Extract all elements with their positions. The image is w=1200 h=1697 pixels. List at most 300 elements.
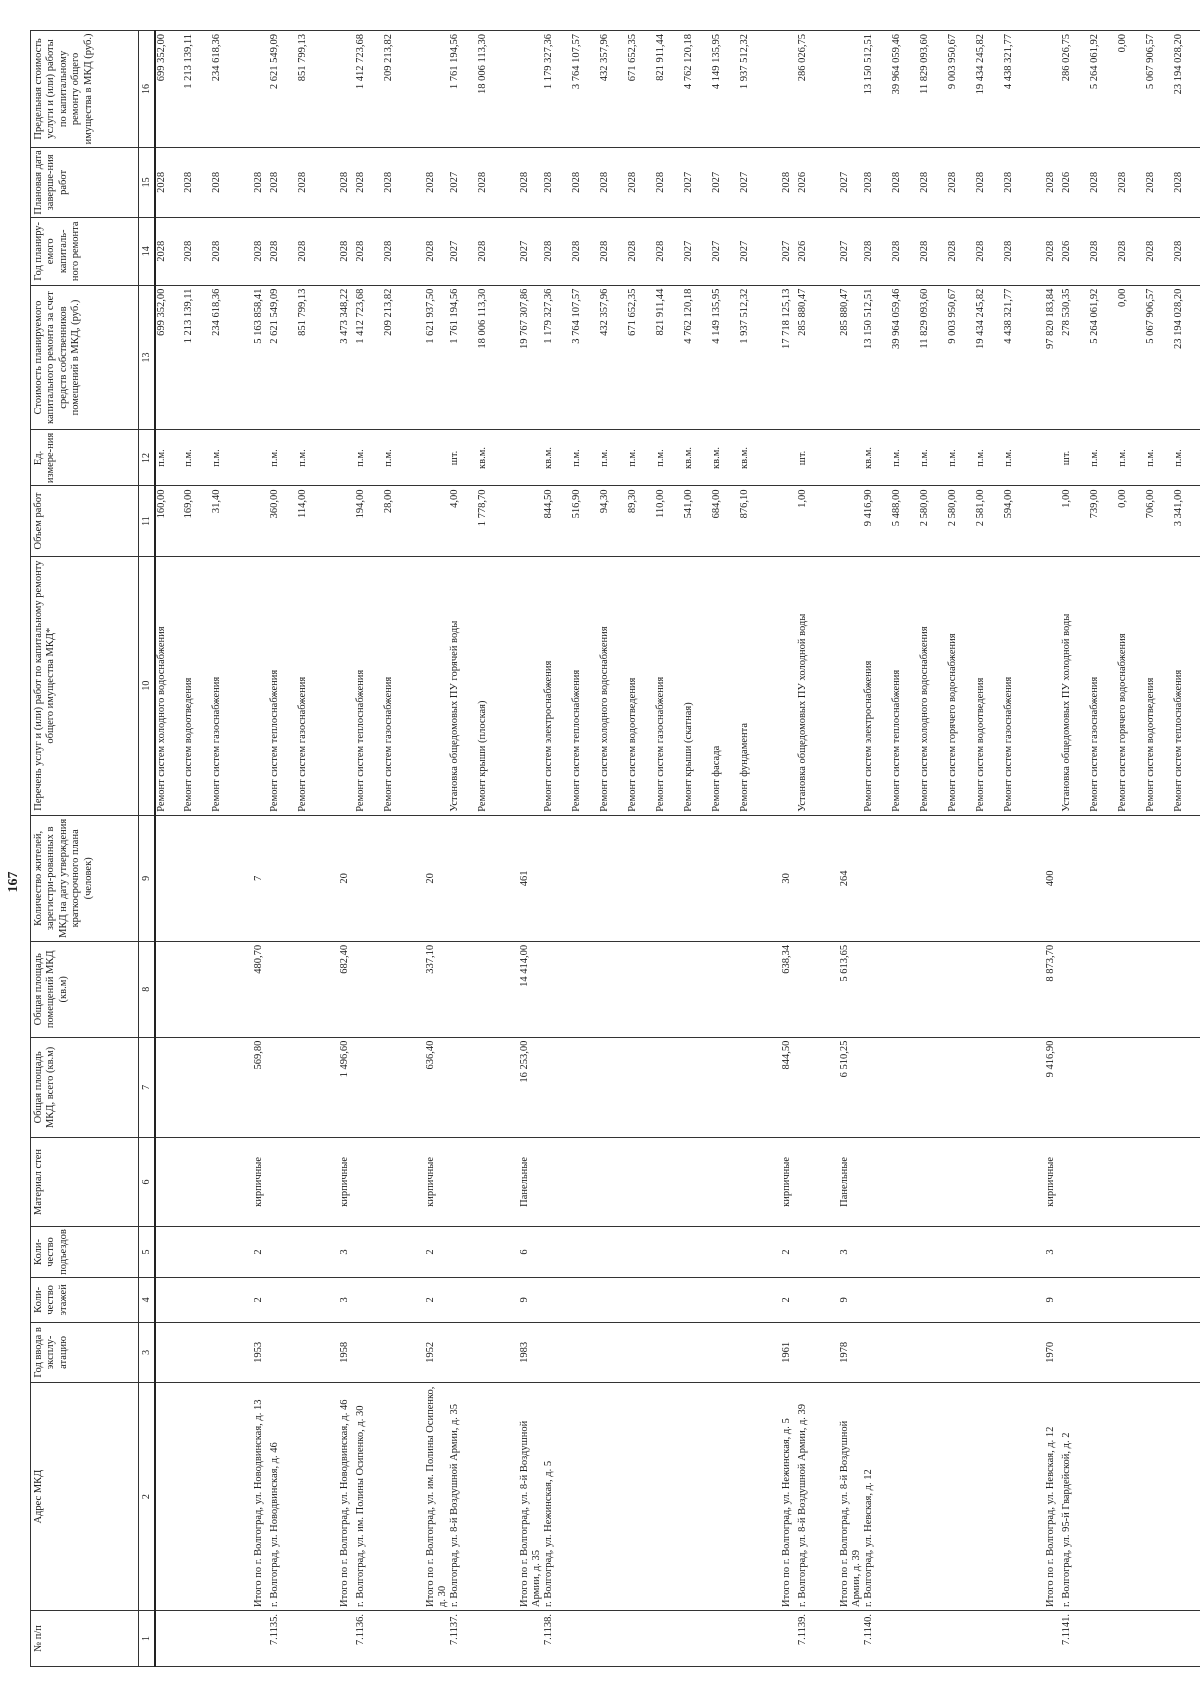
wall-material-cell [797,1138,825,1227]
max-cost-cell: 1 937 512,32 [739,31,767,148]
table-row [919,31,947,1667]
address-cell [627,1383,655,1611]
floors-cell [543,1278,571,1322]
cost-cell: 285 880,47 [797,285,825,430]
entrances-cell [183,1226,211,1277]
work-type-cell: Ремонт систем холодного водоснабжения [599,556,627,815]
residents-cell [449,815,477,941]
residents-cell [297,815,325,941]
work-volume-cell: 844,50 [543,486,571,556]
work-volume-cell: 1,00 [797,486,825,556]
completion-date-cell: 2028 [505,147,543,217]
residents-cell: 20 [325,815,355,941]
max-cost-cell [505,31,543,148]
address-cell: г. Волгоград, ул. Нежинская, д. 5 [543,1383,571,1611]
table-row [1031,31,1061,1667]
completion-date-cell: 2027 [683,147,711,217]
work-type-cell: Ремонт систем электроснабжения [543,556,571,815]
repair-year-cell: 2027 [449,217,477,285]
unit-cell: п.м. [655,430,683,486]
work-type-cell: Ремонт систем горячего водоснабжения [947,556,975,815]
unit-cell [411,430,449,486]
repair-year-cell: 2028 [325,217,355,285]
total-area-cell: 9 416,90 [1031,1037,1061,1137]
cost-cell: 5 163 858,41 [239,285,269,430]
commissioning-year-cell [543,1322,571,1383]
work-type-cell [1031,556,1061,815]
column-number: 15 [139,147,156,217]
work-type-cell: Ремонт систем холодного водоснабжения [155,556,183,815]
work-type-cell: Ремонт систем водоотведения [975,556,1003,815]
row-number-cell [505,1610,543,1666]
page-number: 167 [6,871,21,893]
address-cell: г. Волгоград, ул. Невская, д. 12 [863,1383,891,1611]
row-number-cell: 7.1139. [797,1610,825,1666]
column-number: 1 [139,1610,156,1666]
completion-date-cell: 2027 [739,147,767,217]
floors-cell [739,1278,767,1322]
commissioning-year-cell: 1970 [1031,1322,1061,1383]
commissioning-year-cell [863,1322,891,1383]
work-volume-cell: 1,00 [1061,486,1089,556]
wall-material-cell: кирпичные [767,1138,797,1227]
repair-year-cell: 2028 [863,217,891,285]
unit-cell: п.м. [1089,430,1117,486]
cost-cell: 0,00 [1117,285,1145,430]
max-cost-cell: 699 352,00 [155,31,183,148]
unit-cell: п.м. [891,430,919,486]
total-area-cell [711,1037,739,1137]
completion-date-cell: 2028 [543,147,571,217]
floors-cell [477,1278,505,1322]
completion-date-cell: 2028 [1173,147,1200,217]
row-number-cell [155,1610,183,1666]
premises-area-cell [599,941,627,1037]
premises-area-cell [947,941,975,1037]
work-volume-cell [825,486,863,556]
premises-area-cell [797,941,825,1037]
residents-cell [383,815,411,941]
work-volume-cell: 594,00 [1003,486,1031,556]
unit-cell [239,430,269,486]
entrances-cell [919,1226,947,1277]
premises-area-cell [571,941,599,1037]
residents-cell [797,815,825,941]
wall-material-cell [1003,1138,1031,1227]
row-number-cell [239,1610,269,1666]
total-area-cell [627,1037,655,1137]
work-volume-cell: 706,00 [1145,486,1173,556]
work-type-cell: Ремонт систем газоснабжения [1003,556,1031,815]
commissioning-year-cell [383,1322,411,1383]
cost-cell: 39 964 059,46 [891,285,919,430]
residents-cell: 7 [239,815,269,941]
completion-date-cell: 2028 [1117,147,1145,217]
repair-year-cell: 2028 [1089,217,1117,285]
cost-cell: 3 764 107,57 [571,285,599,430]
commissioning-year-cell [1003,1322,1031,1383]
table-body [155,31,1200,1667]
residents-cell [211,815,239,941]
work-volume-cell: 876,10 [739,486,767,556]
total-area-cell [1173,1037,1200,1137]
row-number-cell [1117,1610,1145,1666]
max-cost-cell: 4 149 135,95 [711,31,739,148]
work-type-cell: Установка общедомовых ПУ горячей воды [449,556,477,815]
table-row [1117,31,1145,1667]
entrances-cell [297,1226,325,1277]
wall-material-cell [1173,1138,1200,1227]
cost-cell: 11 829 093,60 [919,285,947,430]
cost-cell: 5 264 061,92 [1089,285,1117,430]
total-area-cell: 569,80 [239,1037,269,1137]
work-volume-cell: 9 416,90 [863,486,891,556]
completion-date-cell: 2028 [891,147,919,217]
floors-cell [183,1278,211,1322]
address-cell [599,1383,627,1611]
commissioning-year-cell [211,1322,239,1383]
commissioning-year-cell [1089,1322,1117,1383]
table-row [297,31,325,1667]
completion-date-cell: 2028 [1031,147,1061,217]
table-row [449,31,477,1667]
wall-material-cell [1089,1138,1117,1227]
header-cell: Количество жителей, зарегистри-рованных в МКД на дату утверждения краткосрочного плана (человек) [31,815,139,941]
total-area-cell [269,1037,297,1137]
table-row [975,31,1003,1667]
entrances-cell: 2 [767,1226,797,1277]
premises-area-cell [919,941,947,1037]
work-type-cell: Ремонт систем теплоснабжения [571,556,599,815]
entrances-cell [627,1226,655,1277]
header-cell: Предельная стоимость услуги и (или) работы по капитальному ремонту общего имущества в МКД (руб.) [31,31,139,148]
address-cell [1145,1383,1173,1611]
work-volume-cell: 516,90 [571,486,599,556]
table-row [599,31,627,1667]
work-type-cell [325,556,355,815]
entrances-cell [711,1226,739,1277]
address-cell: Итого по г. Волгоград, ул. Невская, д. 12 [1031,1383,1061,1611]
entrances-cell [1117,1226,1145,1277]
repair-year-cell: 2028 [297,217,325,285]
row-number-cell [571,1610,599,1666]
max-cost-cell: 11 829 093,60 [919,31,947,148]
table-row [383,31,411,1667]
premises-area-cell [1117,941,1145,1037]
unit-cell: п.м. [1145,430,1173,486]
residents-cell: 264 [825,815,863,941]
floors-cell [655,1278,683,1322]
floors-cell [211,1278,239,1322]
residents-cell: 20 [411,815,449,941]
floors-cell [355,1278,383,1322]
row-number-cell [891,1610,919,1666]
entrances-cell [449,1226,477,1277]
max-cost-cell: 9 003 950,67 [947,31,975,148]
residents-cell [155,815,183,941]
max-cost-cell: 1 179 327,36 [543,31,571,148]
repair-year-cell: 2026 [1061,217,1089,285]
address-cell: Итого по г. Волгоград, ул. Новодвинская, д. 46 [325,1383,355,1611]
total-area-cell: 6 510,25 [825,1037,863,1137]
repair-year-cell: 2028 [1145,217,1173,285]
row-number-cell [1089,1610,1117,1666]
header-cell: Адрес МКД [31,1383,139,1611]
unit-cell: п.м. [211,430,239,486]
residents-cell: 400 [1031,815,1061,941]
entrances-cell [797,1226,825,1277]
repair-plan-table [30,30,1200,1667]
row-number-cell: 7.1141. [1061,1610,1089,1666]
premises-area-cell [655,941,683,1037]
unit-cell: п.м. [1003,430,1031,486]
floors-cell [1003,1278,1031,1322]
max-cost-cell: 39 964 059,46 [891,31,919,148]
max-cost-cell: 432 357,96 [599,31,627,148]
cost-cell: 671 652,35 [627,285,655,430]
header-row [31,31,139,1667]
work-type-cell: Ремонт систем холодного водоснабжения [919,556,947,815]
entrances-cell [1003,1226,1031,1277]
wall-material-cell [599,1138,627,1227]
work-type-cell: Ремонт систем водоотведения [1145,556,1173,815]
row-number-cell [1145,1610,1173,1666]
table-row [211,31,239,1667]
max-cost-cell: 13 150 512,51 [863,31,891,148]
premises-area-cell [1145,941,1173,1037]
commissioning-year-cell [449,1322,477,1383]
total-area-cell [1145,1037,1173,1137]
entrances-cell [155,1226,183,1277]
entrances-cell: 2 [239,1226,269,1277]
row-number-cell: 7.1140. [863,1610,891,1666]
column-number: 7 [139,1037,156,1137]
unit-cell: п.м. [627,430,655,486]
table-row [1089,31,1117,1667]
work-type-cell [825,556,863,815]
max-cost-cell: 851 799,13 [297,31,325,148]
column-number: 10 [139,556,156,815]
column-number: 4 [139,1278,156,1322]
max-cost-cell: 4 438 321,77 [1003,31,1031,148]
header-cell: Общая площадь помещений МКД (кв.м) [31,941,139,1037]
max-cost-cell [1031,31,1061,148]
unit-cell: кв.м. [863,430,891,486]
total-area-cell [211,1037,239,1137]
commissioning-year-cell: 1958 [325,1322,355,1383]
repair-year-cell: 2028 [211,217,239,285]
header-cell: Общая площадь МКД, всего (кв.м) [31,1037,139,1137]
cost-cell: 1 937 512,32 [739,285,767,430]
column-number: 16 [139,31,156,148]
entrances-cell: 3 [325,1226,355,1277]
repair-year-cell: 2028 [1173,217,1200,285]
max-cost-cell: 5 264 061,92 [1089,31,1117,148]
max-cost-cell: 4 762 120,18 [683,31,711,148]
row-number-cell: 7.1136. [355,1610,383,1666]
work-type-cell: Установка общедомовых ПУ холодной воды [797,556,825,815]
premises-area-cell [183,941,211,1037]
cost-cell: 1 179 327,36 [543,285,571,430]
wall-material-cell [211,1138,239,1227]
repair-year-cell: 2028 [1003,217,1031,285]
row-number-cell [1173,1610,1200,1666]
row-number-cell [411,1610,449,1666]
residents-cell [183,815,211,941]
wall-material-cell [1061,1138,1089,1227]
repair-year-cell: 2028 [239,217,269,285]
table-row [655,31,683,1667]
repair-year-cell: 2028 [599,217,627,285]
cost-cell: 13 150 512,51 [863,285,891,430]
wall-material-cell: кирпичные [1031,1138,1061,1227]
residents-cell [739,815,767,941]
total-area-cell [1061,1037,1089,1137]
entrances-cell [599,1226,627,1277]
floors-cell [627,1278,655,1322]
header-cell: Год планиру-емого капиталь-ного ремонта [31,217,139,285]
wall-material-cell [571,1138,599,1227]
repair-year-cell: 2026 [797,217,825,285]
cost-cell: 285 880,47 [825,285,863,430]
floors-cell [947,1278,975,1322]
repair-year-cell: 2028 [1117,217,1145,285]
floors-cell: 2 [239,1278,269,1322]
address-cell [947,1383,975,1611]
work-type-cell [505,556,543,815]
completion-date-cell: 2028 [627,147,655,217]
work-volume-cell: 4,00 [449,486,477,556]
commissioning-year-cell [477,1322,505,1383]
total-area-cell [543,1037,571,1137]
repair-year-cell: 2027 [683,217,711,285]
completion-date-cell: 2028 [1145,147,1173,217]
repair-year-cell: 2028 [183,217,211,285]
row-number-cell [711,1610,739,1666]
table-row [411,31,449,1667]
residents-cell [627,815,655,941]
max-cost-cell [411,31,449,148]
address-cell [571,1383,599,1611]
max-cost-cell: 1 761 194,56 [449,31,477,148]
wall-material-cell [269,1138,297,1227]
commissioning-year-cell: 1983 [505,1322,543,1383]
cost-cell: 1 621 937,50 [411,285,449,430]
row-number-cell [383,1610,411,1666]
table-row [891,31,919,1667]
repair-year-cell: 2028 [1031,217,1061,285]
column-number-row [139,31,156,1667]
unit-cell [505,430,543,486]
commissioning-year-cell [891,1322,919,1383]
work-type-cell: Ремонт систем газоснабжения [211,556,239,815]
residents-cell [1145,815,1173,941]
address-cell [739,1383,767,1611]
residents-cell [1003,815,1031,941]
repair-year-cell: 2027 [767,217,797,285]
row-number-cell [599,1610,627,1666]
row-number-cell [683,1610,711,1666]
repair-year-cell: 2027 [505,217,543,285]
address-cell: Итого по г. Волгоград, ул. Нежинская, д. 5 [767,1383,797,1611]
entrances-cell: 2 [411,1226,449,1277]
premises-area-cell [1061,941,1089,1037]
unit-cell: п.м. [1173,430,1200,486]
work-type-cell: Ремонт фундамента [739,556,767,815]
residents-cell [947,815,975,941]
wall-material-cell [863,1138,891,1227]
address-cell: Итого по г. Волгоград, ул. Новодвинская, д. 13 [239,1383,269,1611]
premises-area-cell [269,941,297,1037]
floors-cell [449,1278,477,1322]
premises-area-cell [449,941,477,1037]
floors-cell [297,1278,325,1322]
total-area-cell [919,1037,947,1137]
max-cost-cell: 286 026,75 [797,31,825,148]
unit-cell [825,430,863,486]
column-number: 14 [139,217,156,285]
wall-material-cell [355,1138,383,1227]
column-number: 3 [139,1322,156,1383]
table-row [571,31,599,1667]
floors-cell [891,1278,919,1322]
max-cost-cell: 234 618,36 [211,31,239,148]
work-type-cell: Ремонт систем теплоснабжения [891,556,919,815]
premises-area-cell [627,941,655,1037]
residents-cell [571,815,599,941]
total-area-cell [1003,1037,1031,1137]
cost-cell: 234 618,36 [211,285,239,430]
cost-cell: 1 412 723,68 [355,285,383,430]
total-area-cell [383,1037,411,1137]
wall-material-cell [627,1138,655,1227]
completion-date-cell: 2027 [825,147,863,217]
commissioning-year-cell [683,1322,711,1383]
work-type-cell: Ремонт систем электроснабжения [863,556,891,815]
table-row [767,31,797,1667]
header-cell: Стоимость планируемого капитального ремонта за счет средств собственников помещений в МКД, (руб.) [31,285,139,430]
entrances-cell: 3 [1031,1226,1061,1277]
entrances-cell [891,1226,919,1277]
wall-material-cell [683,1138,711,1227]
work-type-cell [411,556,449,815]
floors-cell: 2 [411,1278,449,1322]
table-row [543,31,571,1667]
work-volume-cell: 5 488,00 [891,486,919,556]
floors-cell: 9 [505,1278,543,1322]
premises-area-cell [739,941,767,1037]
commissioning-year-cell [1061,1322,1089,1383]
unit-cell: п.м. [599,430,627,486]
unit-cell: п.м. [269,430,297,486]
unit-cell: шт. [797,430,825,486]
address-cell [1117,1383,1145,1611]
floors-cell [919,1278,947,1322]
address-cell: г. Волгоград, ул. 8-й Воздушной Армии, д. 39 [797,1383,825,1611]
wall-material-cell [155,1138,183,1227]
cost-cell: 432 357,96 [599,285,627,430]
unit-cell: п.м. [383,430,411,486]
entrances-cell [739,1226,767,1277]
row-number-cell [477,1610,505,1666]
commissioning-year-cell [711,1322,739,1383]
total-area-cell [155,1037,183,1137]
address-cell [891,1383,919,1611]
entrances-cell: 3 [825,1226,863,1277]
address-cell [975,1383,1003,1611]
work-volume-cell: 160,00 [155,486,183,556]
address-cell [711,1383,739,1611]
